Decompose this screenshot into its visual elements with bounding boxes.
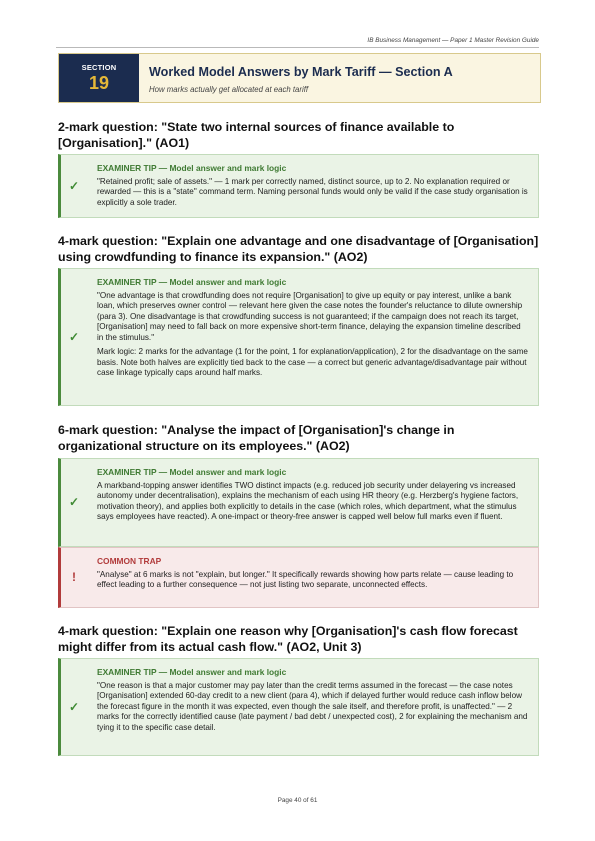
common-trap [58,547,539,608]
tip-label: EXAMINER TIP — Model answer and mark logic [97,277,287,287]
section-label: SECTION [81,63,117,72]
checkmark-icon: ✓ [68,495,80,510]
tip-label: EXAMINER TIP — Model answer and mark logic [97,467,287,477]
tip-paragraph: "One advantage is that crowdfunding does not require [Organisation] to give up equity or pay interest, unlike a bank loan, which preserves owner control — relevant here given the case notes the founder's reluctance to dilute ownership (para 3). One disadvantage is that crowdfunding success is not guaranteed; if the campaign does not reach its target, [Organisation] may need to fall back on more expensive short-term finance, delaying the expansion timeline described in the stimulus." [97,290,523,342]
question-heading-2: 4-mark question: "Explain one advantage and one disadvantage of [Organisation] using crowdfunding to finance its expansion." (AO2) [58,234,539,264]
tip-paragraph: A markband-topping answer identifies TWO distinct impacts (e.g. reduced job security under delayering vs increased autonomy under decentralisation), explains the mechanism of each using HR theory (e.g. Herzberg's hygiene factors, motivation theory), and applies both explicitly to details in the case (which roles, which department, what the stimulus says employees have reacted). A one-impact or theory-free answer is capped well below full marks even if fluent. [97,480,519,521]
examiner-tip-3 [58,458,539,547]
examiner-tip-4 [58,658,539,756]
checkmark-icon: ✓ [68,178,80,193]
tip-paragraph: "One reason is that a major customer may pay later than the credit terms assumed in the forecast — the case notes [Organisation] extended 60-day credit to a new client (para 4), which if delayed further would reduce cash inflow below the forecast figure in the month it was expected, even though the sale itself, and therefore profit, is unaffected." — 2 marks for the correctly identified cause (late payment / bad debt / unexpected cost), 2 for explaining the mechanism and tying it to the specific case detail. [97,680,528,732]
page-number: Page 40 of 61 [277,797,318,804]
trap-paragraph: "Analyse" at 6 marks is not "explain, but longer." It specifically rewards showing how parts relate — cause leading to effect leading to a further consequence — not just listing two separate, unconnected effects. [97,569,514,589]
question-heading-1: 2-mark question: "State two internal sources of finance available to [Organisation]." (AO1) [58,120,455,150]
tip-mark-logic: Mark logic: 2 marks for the advantage (1 for the point, 1 for explanation/application), 2 for the disadvantage on the same basis. Note both halves are explicitly tied back to the case — a correct but generic advantage/disadvantage pair without case linkage typically caps around half marks. [97,347,528,377]
trap-label: COMMON TRAP [97,556,162,566]
examiner-tip-1 [58,154,539,218]
running-header: IB Business Management — Paper 1 Master Revision Guide [367,37,539,44]
header-divider [56,47,539,48]
tip-paragraph: "Retained profit; sale of assets." — 1 mark per correctly named, distinct source, up to 2. No explanation required or rewarded — this is a "state" command term. Naming personal funds would only be valid if the case study organisation is explicitly a sole trader. [97,176,528,207]
tip-label: EXAMINER TIP — Model answer and mark logic [97,667,287,677]
tip-label: EXAMINER TIP — Model answer and mark logic [97,163,287,173]
checkmark-icon: ✓ [68,699,80,714]
section-subtitle: How marks actually get allocated at each tariff [149,85,309,94]
section-number: 19 [88,73,110,93]
question-heading-3: 6-mark question: "Analyse the impact of [Organisation]'s change in organizational structure on its employees." (AO2) [58,423,455,453]
checkmark-icon: ✓ [68,329,80,344]
section-badge [59,54,139,102]
exclamation-icon: ! [72,570,76,585]
section-title: Worked Model Answers by Mark Tariff — Section A [149,65,453,79]
question-heading-4: 4-mark question: "Explain one reason why [Organisation]'s cash flow forecast might differ from its actual cash flow." (AO2, Unit 3) [58,624,518,654]
examiner-tip-2 [58,268,539,406]
section-banner [58,53,541,103]
